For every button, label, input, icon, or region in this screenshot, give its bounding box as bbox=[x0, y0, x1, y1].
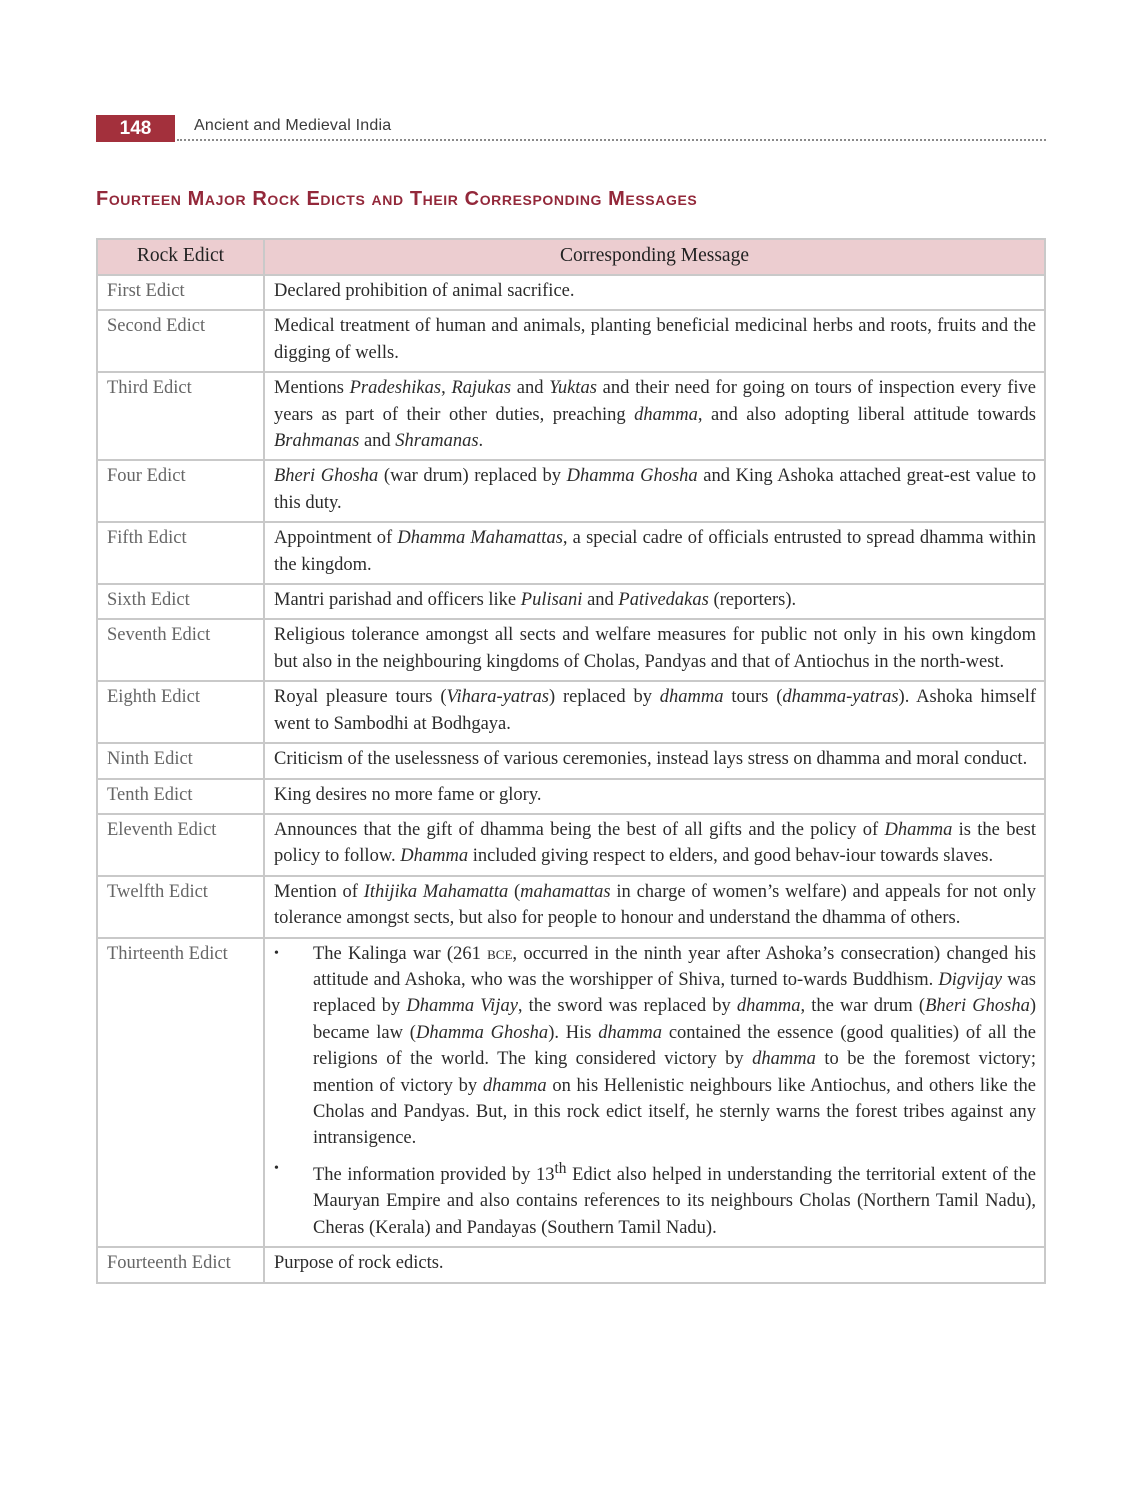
message-text: was replaced by bbox=[313, 969, 1036, 1017]
message-text: and bbox=[582, 590, 619, 611]
edict-name-cell: Ninth Edict bbox=[97, 743, 264, 778]
italic-term: mahamattas bbox=[520, 881, 611, 902]
message-text: ( bbox=[508, 881, 521, 902]
section-title: Fourteen Major Rock Edicts and Their Corresponding Messages bbox=[96, 188, 698, 210]
message-text: included giving respect to elders, and good behav-iour towards slaves. bbox=[468, 846, 994, 867]
message-text: Announces that the gift of dhamma being the best of all gifts and the policy of bbox=[274, 819, 885, 840]
message-cell bbox=[264, 938, 1045, 1248]
edicts-table bbox=[96, 238, 1046, 1284]
edict-name-cell: Fourteenth Edict bbox=[97, 1247, 264, 1282]
message-cell bbox=[264, 522, 1045, 584]
italic-term: Brahmanas bbox=[274, 431, 360, 452]
edict-name-cell: Eleventh Edict bbox=[97, 814, 264, 876]
italic-term: Digvijay bbox=[938, 969, 1003, 990]
column-header-rock-edict: Rock Edict bbox=[97, 239, 264, 275]
message-text: , the sword was replaced by bbox=[517, 996, 737, 1017]
message-cell bbox=[264, 1247, 1045, 1282]
italic-term: dhamma bbox=[634, 404, 698, 425]
message-text: and King Ashoka attached great-est value to this duty. bbox=[274, 466, 1036, 513]
message-text: ) became law ( bbox=[313, 996, 1036, 1043]
era-abbreviation: bce bbox=[487, 943, 513, 964]
italic-term: Rajukas bbox=[451, 378, 512, 399]
italic-term: dhamma bbox=[736, 996, 801, 1017]
edict-name-cell: Seventh Edict bbox=[97, 619, 264, 681]
message-cell bbox=[264, 310, 1045, 372]
ordinal-suffix: th bbox=[554, 1159, 567, 1177]
message-text: , the war drum ( bbox=[800, 996, 926, 1017]
table-row bbox=[97, 681, 1045, 743]
message-text: and bbox=[359, 431, 396, 452]
column-header-message: Corresponding Message bbox=[264, 239, 1045, 275]
message-text: and bbox=[511, 378, 550, 399]
message-cell bbox=[264, 779, 1045, 814]
italic-term: dhamma-yatras bbox=[782, 687, 899, 708]
italic-term: Dhamma Mahamattas bbox=[397, 528, 563, 549]
message-text: Mantri parishad and officers like bbox=[274, 590, 521, 611]
message-text: The Kalinga war (261 bbox=[313, 943, 488, 964]
bullet-icon: • bbox=[274, 1160, 279, 1176]
italic-term: Ithijika Mahamatta bbox=[363, 881, 509, 902]
message-cell bbox=[264, 619, 1045, 681]
table-row bbox=[97, 938, 1045, 1248]
italic-term: Dhamma Vijay bbox=[406, 996, 518, 1017]
italic-term: Dhamma bbox=[400, 846, 469, 867]
italic-term: Yuktas bbox=[549, 378, 597, 399]
italic-term: Dhamma Ghosha bbox=[415, 1022, 549, 1043]
message-text: Medical treatment of human and animals, planting beneficial medicinal herbs and roots, fruits and the digging of wells. bbox=[274, 316, 1036, 363]
message-text: and their need for going on tours of inspection every five years as part of their other duties, preaching bbox=[274, 378, 1037, 425]
edict-name-cell: Sixth Edict bbox=[97, 584, 264, 619]
bullet-icon: • bbox=[274, 945, 279, 961]
message-cell bbox=[264, 460, 1045, 522]
italic-term: Bheri Ghosha bbox=[274, 466, 379, 487]
message-text: Criticism of the uselessness of various ceremonies, instead lays stress on dhamma and moral conduct. bbox=[274, 749, 1028, 770]
message-bullet-list bbox=[274, 941, 1036, 1242]
table-row bbox=[97, 779, 1045, 814]
edict-name-cell: Eighth Edict bbox=[97, 681, 264, 743]
edict-name-cell: Twelfth Edict bbox=[97, 876, 264, 938]
table-row bbox=[97, 619, 1045, 681]
message-bullet-item bbox=[274, 941, 1036, 1152]
message-text: , a special cadre of officials entrusted to spread dhamma within the kingdom. bbox=[274, 528, 1036, 575]
italic-term: Bheri Ghosha bbox=[925, 996, 1030, 1017]
message-text: Edict also helped in understanding the territorial extent of the Mauryan Empire and also contains references to its neighbours Cholas (Northern Tamil Nadu), Cheras (Kerala) and Pandayas (Southern Tamil Nadu). bbox=[313, 1164, 1036, 1238]
message-cell bbox=[264, 372, 1045, 460]
italic-term: dhamma bbox=[752, 1049, 816, 1070]
italic-term: Vihara-yatras bbox=[446, 687, 549, 708]
message-text: (war drum) replaced by bbox=[378, 466, 567, 487]
message-text: Mentions bbox=[274, 378, 350, 399]
table-row bbox=[97, 522, 1045, 584]
message-text: King desires no more fame or glory. bbox=[274, 784, 542, 805]
edict-name-cell: Fifth Edict bbox=[97, 522, 264, 584]
page-header bbox=[96, 115, 1046, 143]
message-text: ) replaced by bbox=[548, 687, 660, 708]
book-title: Ancient and Medieval India bbox=[194, 117, 392, 134]
message-text: . bbox=[478, 431, 484, 452]
edict-name-cell: Third Edict bbox=[97, 372, 264, 460]
italic-term: Pradeshikas bbox=[349, 378, 442, 399]
italic-term: dhamma bbox=[482, 1075, 547, 1096]
message-cell bbox=[264, 743, 1045, 778]
message-text: Religious tolerance amongst all sects and welfare measures for public not only in his own kingdom but also in the neighbouring kingdoms of Cholas, Pandyas and that of Antiochus in the north-west. bbox=[274, 625, 1036, 672]
message-text: contained the essence (good qualities) of all the religions of the world. The king considered victory by bbox=[313, 1022, 1037, 1070]
message-cell bbox=[264, 814, 1045, 876]
edict-name-cell: Second Edict bbox=[97, 310, 264, 372]
italic-term: Shramanas bbox=[395, 431, 479, 452]
message-text: to be the foremost victory; mention of victory by bbox=[313, 1049, 1036, 1096]
message-text: on his Hellenistic neighbours like Antiochus, and others like the Cholas and Pandyas. But, in this rock edict itself, he sternly warns the forest tribes against any intransigence. bbox=[313, 1075, 1036, 1149]
table-row bbox=[97, 814, 1045, 876]
message-text: Appointment of bbox=[274, 528, 398, 549]
message-text: is the best policy to follow. bbox=[274, 819, 1036, 867]
italic-term: Pativedakas bbox=[618, 590, 709, 611]
message-cell bbox=[264, 584, 1045, 619]
edict-name-cell: Tenth Edict bbox=[97, 779, 264, 814]
message-text: The information provided by 13 bbox=[313, 1164, 555, 1185]
message-text: Mention of bbox=[274, 881, 364, 902]
italic-term: Dhamma bbox=[884, 819, 953, 840]
message-bullet-item bbox=[274, 1156, 1036, 1241]
message-text: ). Ashoka himself went to Sambodhi at Bodhgaya. bbox=[274, 687, 1036, 734]
table-row bbox=[97, 1247, 1045, 1282]
message-text: tours ( bbox=[723, 687, 783, 708]
table-row bbox=[97, 876, 1045, 938]
italic-term: Dhamma Ghosha bbox=[566, 466, 698, 487]
header-dotted-rule bbox=[177, 139, 1046, 141]
message-text: (reporters). bbox=[708, 590, 797, 611]
italic-term: Pulisani bbox=[520, 590, 583, 611]
page-number: 148 bbox=[96, 115, 175, 142]
italic-term: dhamma bbox=[598, 1022, 663, 1043]
table-row bbox=[97, 275, 1045, 310]
italic-term: dhamma bbox=[659, 687, 724, 708]
table-row bbox=[97, 743, 1045, 778]
message-text: Royal pleasure tours ( bbox=[274, 687, 447, 708]
table-row bbox=[97, 460, 1045, 522]
message-cell bbox=[264, 876, 1045, 938]
message-text: Purpose of rock edicts. bbox=[274, 1253, 444, 1274]
message-text: , bbox=[441, 378, 452, 399]
edict-name-cell: Four Edict bbox=[97, 460, 264, 522]
table-row bbox=[97, 372, 1045, 460]
message-cell bbox=[264, 275, 1045, 310]
message-cell bbox=[264, 681, 1045, 743]
message-text: , occurred in the ninth year after Ashoka’s consecration) changed his attitude and Ashoka, who was the worshipper of Shiva, turned to-wards Buddhism. bbox=[313, 943, 1037, 990]
message-text: ). His bbox=[548, 1022, 599, 1043]
message-text: , and also adopting liberal attitude towards bbox=[697, 404, 1037, 425]
message-text: Declared prohibition of animal sacrifice. bbox=[274, 281, 575, 301]
table-body bbox=[97, 275, 1045, 1283]
message-text: in charge of women’s welfare) and appeals for not only tolerance amongst sects, but also for people to honour and understand the dhamma of others. bbox=[274, 881, 1036, 929]
table-row bbox=[97, 310, 1045, 372]
edict-name-cell: First Edict bbox=[97, 275, 264, 310]
edict-name-cell: Thirteenth Edict bbox=[97, 938, 264, 1248]
table-row bbox=[97, 584, 1045, 619]
table-header-row bbox=[97, 239, 1045, 275]
